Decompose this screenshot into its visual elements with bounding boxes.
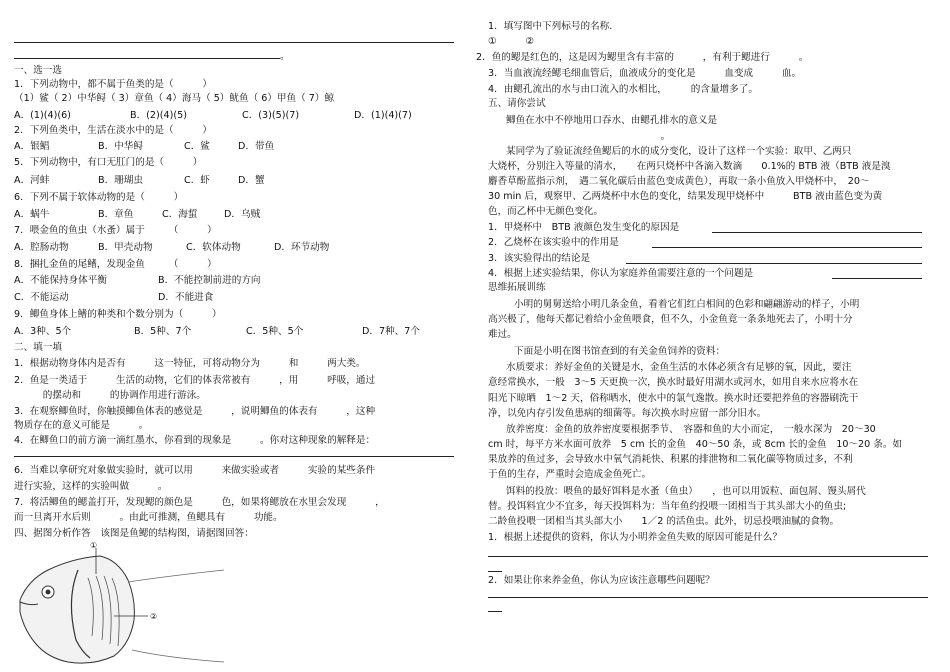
question-8: 8．捆扎金鱼的尾鳍，发现金鱼 （ ）: [14, 259, 217, 270]
fill-3: 3．在观察鲫鱼时，你触摸鲫鱼体表的感觉是 ，说明鲫鱼的体表有 ，这种: [14, 406, 376, 417]
option-c: C．虾: [184, 175, 210, 186]
option-c: C．海蜇: [162, 209, 198, 220]
option-b: B．甲壳动物: [98, 242, 153, 253]
story-paragraph: 高兴极了，他每天都记着给小金鱼喂食，但不久，小金鱼竟一条条地死去了，小明十分: [488, 314, 853, 325]
thinking-q1: 1．根据上述提供的资料，你认为小明养金鱼失败的原因可能是什么？: [488, 532, 782, 543]
section-title: 五、请你尝试: [488, 98, 546, 109]
section-5-text: 鲫鱼在水中不停地用口吞水、由鳃孔排水的意义是: [506, 115, 718, 126]
header-end: 。: [280, 51, 290, 62]
answer-line: [488, 571, 502, 572]
figure-label-1: ①: [90, 541, 98, 550]
thinking-q2: 2．如果让你来养金鱼，你认为应该注意哪些问题呢？: [488, 575, 715, 586]
fill-1: 1．根据动物身体内是否有 这一特征，可将动物分为 和 两大类。: [14, 358, 366, 369]
right-q2: 2．鱼的鳃是红色的，这是因为鳃里含有丰富的 ，有利于鳃进行 。: [476, 52, 809, 63]
experiment-paragraph: 麝香草酚蓝指示剂， 遇二氧化碳后由蓝色变成黄色），再取一条小鱼放入甲烧杯中， 20～: [488, 176, 870, 187]
option-b: B．不能控制前进的方向: [158, 275, 261, 286]
water-paragraph: 意经常换水，一般 3～5 天更换一次，换水时最好用湖水或河水，如用自来水应将水在: [488, 377, 859, 388]
fish-gill-figure: [18, 540, 228, 668]
right-q1-blanks: ① ②: [488, 36, 563, 47]
answer-line: [488, 556, 928, 557]
fill-4: 4．在鲫鱼口的前方滴一滴红墨水，你看到的现象是 。你对这种现象的解释是：: [14, 435, 376, 446]
experiment-paragraph: 30 min 后，观察甲、乙两烧杯中水色的变化，结果发现甲烧杯中 BTB 液由蓝色变为黄: [488, 191, 883, 202]
feed-paragraph: 替。投饵料宜少不宜多，每天投饵料为：当年鱼约投喂一团相当于其头部大小的鱼虫;: [488, 501, 847, 512]
density-paragraph: 于鱼的生存，严重时会造成金鱼死亡。: [488, 469, 652, 480]
figure-label-2: ②: [150, 612, 158, 621]
fill-3-cont: 物质存在的意义可能是 。: [14, 420, 149, 431]
experiment-paragraph: 色，而乙杯中无颜色变化。: [488, 206, 604, 217]
option-b: B．(2)(4)(5): [130, 110, 187, 121]
answer-line: [832, 278, 922, 279]
section-title: 思维拓展训练: [488, 282, 546, 293]
experiment-q3: 3．该实验得出的结论是: [488, 253, 591, 264]
option-c: C．(3)(5)(7): [242, 110, 300, 121]
feed-paragraph: 饵料的投放：喂鱼的最好饵料是水蚤（鱼虫） ，也可以用饭粒、面包屑、馒头屑代: [506, 486, 866, 497]
section-title: 二、填一填: [14, 342, 62, 353]
option-d: D．(1)(4)(7): [354, 110, 412, 121]
option-b: B．章鱼: [98, 209, 134, 220]
fill-6-cont: 进行实验，这样的实验叫做 。: [14, 481, 168, 492]
right-q3: 3．当血液流经鳃毛细血管后，血液成分的变化是 血变成 血。: [488, 68, 802, 79]
option-d: D．环节动物: [274, 242, 330, 253]
experiment-q2: 2．乙烧杯在该实验中的作用是: [488, 237, 619, 248]
header-rule: [14, 42, 454, 43]
density-paragraph: 果放养的鱼过多，会导致水中氧气消耗快、积累的排泄物和二氧化碳等物质过多，不利: [488, 454, 853, 465]
option-c: C．鲨: [184, 141, 210, 152]
fill-2-cont: 的摆动和 的协调作用进行游泳。: [14, 390, 206, 401]
experiment-q4: 4．根据上述实验结果，你认为家庭养鱼需要注意的一个问题是: [488, 268, 754, 279]
option-a: A．蜗牛: [14, 209, 50, 220]
answer-line: [652, 247, 922, 248]
option-c: C．软体动物: [186, 242, 241, 253]
right-q1: 1．填写图中下列标号的名称．: [488, 21, 619, 32]
option-a: A．河蚌: [14, 175, 50, 186]
story-paragraph: 下面是小明在图书馆查到的有关金鱼饲养的资料：: [514, 346, 726, 357]
fish-pupil: [46, 590, 51, 595]
option-d: D．乌贼: [224, 209, 261, 220]
right-q4: 4．由鳃孔流出的水与由口流入的水相比， 的含量增多了。: [488, 84, 758, 95]
fill-6: 6．当难以拿研究对象做实验时，就可以用 来做实验或者 实验的某些条件: [14, 465, 376, 476]
option-a: A．(1)(4)(6): [14, 110, 71, 121]
option-d: D．蟹: [238, 175, 265, 186]
question-1: 1．下列动物中，都不属于鱼类的是（ ）: [14, 79, 212, 90]
option-c: C．不能运动: [14, 292, 69, 303]
density-paragraph: 放养密度：金鱼的放养密度要根据季节、 容器和鱼的大小而定， 一般水深为 20～30: [506, 424, 876, 435]
section-5-text-cont: 。: [488, 131, 671, 142]
answer-line: [626, 263, 922, 264]
answer-line: [14, 456, 454, 457]
right-column: [476, 0, 942, 672]
experiment-paragraph: 某同学为了验证流经鱼鳃后的水的成分变化，设计了这样一个实验：取甲、乙两只: [506, 146, 852, 157]
option-d: D．带鱼: [238, 141, 275, 152]
option-c: C．5种、5个: [246, 326, 304, 337]
answer-line: [712, 232, 922, 233]
question-5: 5．下列动物中，有口无肛门的是（ ）: [14, 157, 203, 168]
water-paragraph: 阳光下晾晒 1～2 天，俗称晒水，使水中的氯气逸散。换水时还要把养鱼的容器刷洗干: [488, 393, 859, 404]
fill-7-cont: 而一旦离开水后则 。由此可推测，鱼鳃具有 功能。: [14, 512, 283, 523]
experiment-q1: 1．甲烧杯中 BTB 液颜色发生变化的原因是: [488, 222, 680, 233]
answer-line: [488, 611, 502, 612]
fill-7: 7．将活鲫鱼的鳃盖打开，发现鳃的颜色是 色，如果将鳃放在水里会发现 ，: [14, 497, 385, 508]
option-b: B．中华鲟: [98, 141, 143, 152]
question-9: 9．鲫鱼身体上鳍的种类和个数分别为（ ）: [14, 309, 222, 320]
question-2: 2．下列鱼类中，生活在淡水中的是（ ）: [14, 125, 212, 136]
water-paragraph: 净，以免内存引发鱼患病的细菌等。每次换水时应留一部分旧水。: [488, 408, 767, 419]
option-a: A．3种、5个: [14, 326, 72, 337]
answer-line: [488, 597, 928, 598]
section-title: 一、选一选: [14, 65, 62, 76]
section-title: 四、据图分析作答 该图是鱼鳃的结构图，请据图回答：: [14, 528, 254, 539]
question-1-items: （1）鲨（ 2）中华鲟（ 3）章鱼（ 4）海马（ 5）鱿鱼（ 6）甲鱼（ 7）鲸: [14, 93, 335, 104]
option-b: B．5种、7个: [134, 326, 192, 337]
experiment-paragraph: 大烧杯，分别注入等量的清水， 在两只烧杯中各滴入数滴 0.1%的 BTB 液（BTB 液是溴: [488, 161, 891, 172]
option-a: A．腔肠动物: [14, 242, 69, 253]
fill-2: 2．鱼是一类适于 生活的动物，它们的体表常被有 ，用 呼吸，通过: [14, 375, 376, 386]
option-a: A．不能保持身体平衡: [14, 275, 107, 286]
density-paragraph: cm 时，每平方米水面可放养 5 cm 长的金鱼 40～50 条，或 8cm 长的金鱼 10～20 条。如: [488, 439, 903, 450]
option-d: D．7种、7个: [362, 326, 420, 337]
option-d: D．不能进食: [158, 292, 214, 303]
question-6: 6．下列不属于软体动物的是（ ）: [14, 192, 184, 203]
option-a: A．银鲳: [14, 141, 50, 152]
story-paragraph: 小明的舅舅送给小明几条金鱼，看着它们红白相间的色彩和翩翩游动的样子，小明: [514, 299, 860, 310]
story-paragraph: 难过。: [488, 329, 517, 340]
water-paragraph: 水质要求：养好金鱼的关键是水，金鱼生活的水体必须含有足够的氧，因此，要注: [506, 362, 852, 373]
header-rule-2: [14, 58, 280, 59]
feed-paragraph: 二龄鱼投喂一团相当其头部大小 1／2 的活鱼虫。此外，切忌投喂油腻的食物。: [488, 516, 840, 527]
question-7: 7．喂金鱼的鱼虫（水蚤）属于 （ ）: [14, 225, 217, 236]
option-b: B．珊瑚虫: [98, 175, 143, 186]
